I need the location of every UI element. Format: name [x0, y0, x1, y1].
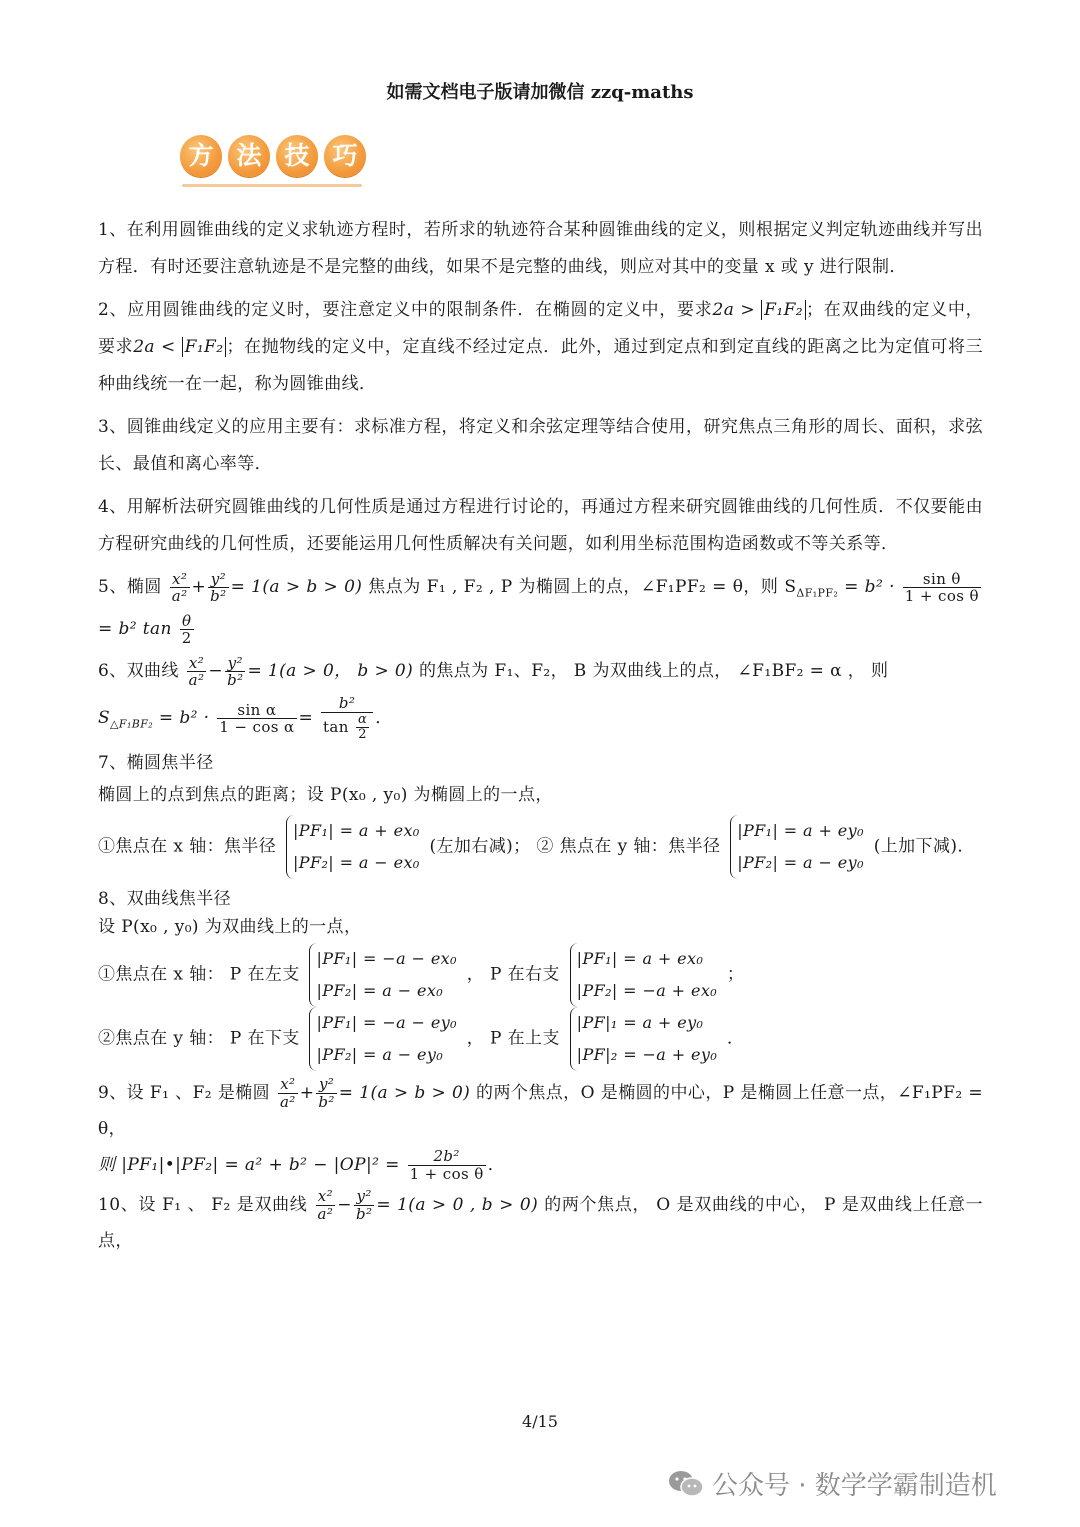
- fraction: $\frac{\text{x²}}{\text{a²}}$: [171, 569, 188, 605]
- item-8-x: ①焦点在 x 轴： P 在左支 |PF₁| = −a − ex₀ |PF₂| = a − ex₀ ， P 在右支 |PF₁| = a + ex₀ |PF₂| = −a + ex₀ ；: [98, 943, 983, 1007]
- item-2: 2、应用圆锥曲线的定义时，要注意定义中的限制条件．在椭圆的定义中，要求2a > F₁F₂ ；在双曲线的定义中，要求2a < F₁F₂ ；在抛物线的定义中，定直线不经过定点．此外，通过到定点和到定直线的距离之比为定值可将三种曲线统一在一起，称为圆锥曲线．: [98, 300, 983, 394]
- item-7-line: 椭圆上的点到焦点的距离；设 P(x₀ , y₀) 为椭圆上的一点，: [98, 784, 553, 805]
- item-9-formula: 则 |PF₁|•|PF₂| = a² + b² − |OP|² = $\frac{\text{2b²}}{\text{1 + cos θ}}$ ．: [98, 1147, 506, 1183]
- item-10: 10、设 F₁ 、 F₂ 是双曲线 $\frac{\text{x²}}{\text{a²}}$ − $\frac{\text{y²}}{\text{b²}}$ = 1(a > 0 , b > 0) 的两个焦点， O 是双曲线的中心， P 是双曲线上任意一点，: [98, 1187, 983, 1251]
- fraction: $\frac{\text{y²}}{\text{b²}}$: [227, 653, 244, 690]
- fraction: $\frac{\text{y²}}{\text{b²}}$: [210, 569, 227, 605]
- fraction: $\frac{\text{sin θ}}{\text{1 + cos θ}}$: [904, 569, 979, 605]
- watermark-text: 公众号 · 数学学霸制造机: [712, 1471, 997, 1501]
- fraction: $\frac{\text{y²}}{\text{b²}}$: [355, 1187, 373, 1223]
- page-number: 4/15: [522, 1412, 558, 1431]
- item-8-line: 设 P(x₀ , y₀) 为双曲线上的一点，: [98, 916, 362, 937]
- item-5: 5、椭圆 $\frac{\text{x²}}{\text{a²}}$ + $\frac{\text{y²}}{\text{b²}}$ = 1(a > b > 0) 焦点为 F₁ , F₂ , P 为椭圆上的点，∠F₁PF₂ = θ，则 $S_{\Delta F_1PF_2} = b^2$ · $\frac{\text{sin θ}}{\text{1 + cos θ}}$ = b² tan $\frac{\theta}{2}$: [98, 569, 979, 648]
- equation-system: |PF₁| = a + ex₀ |PF₂| = a − ex₀: [286, 815, 420, 879]
- item-9: 9、设 F₁ 、F₂ 是椭圆 $\frac{\text{x²}}{\text{a²}}$ + $\frac{\text{y²}}{\text{b²}}$ = 1(a > b > 0) 的两个焦点，O 是椭圆的中心，P 是椭圆上任意一点，∠F₁PF₂ = θ，: [98, 1075, 984, 1139]
- fraction: $\frac{\text{y²}}{\text{b²}}$: [318, 1075, 335, 1111]
- fraction: $\frac{\text{2b²}}{\text{1 + cos θ}}$: [409, 1147, 484, 1183]
- item-6-formula: $S_{\triangle F_1BF_2} = b^2$ · $\frac{\text{sin α}}{\text{1 − cos α}}$ = b² tan $\frac{\alpha}{2}$ ．: [98, 694, 393, 743]
- item-1: 1、在利用圆锥曲线的定义求轨迹方程时，若所求的轨迹符合某种圆锥曲线的定义，则根据定义判定轨迹曲线并写出方程．有时还要注意轨迹是不是完整的曲线，如果不是完整的曲线，则应对其中的变量 x 或 y 进行限制．: [98, 220, 983, 277]
- abs-f1f2: F₁F₂: [761, 300, 806, 320]
- watermark: [668, 1465, 997, 1502]
- equation-system: |PF₁| = a + ex₀ |PF₂| = −a + ex₀: [570, 943, 717, 1007]
- item-4: 4、用解析法研究圆锥曲线的几何性质是通过方程进行讨论的，再通过方程来研究圆锥曲线的几何性质．不仅要能由方程研究曲线的几何性质，还要能运用几何性质解决有关问题，如利用坐标范围构造函数或不等关系等．: [98, 497, 983, 554]
- fraction: $\frac{\theta}{2}$: [181, 611, 192, 648]
- badge-char: 技: [276, 135, 318, 177]
- fraction: $\frac{\text{sin α}}{\text{1 − cos α}}$: [219, 700, 295, 737]
- item-7-formula: ①焦点在 x 轴：焦半径 |PF₁| = a + ex₀ |PF₂| = a − ex₀ (左加右减)； ② 焦点在 y 轴：焦半径 |PF₁| = a + ey₀ |PF₂| = a − ey₀ (上加下减)．: [98, 815, 983, 879]
- badge-char: 巧: [324, 135, 366, 177]
- badge-char: 法: [228, 135, 270, 177]
- equation-system: |PF|₁ = a + ey₀ |PF|₂ = −a + ey₀: [570, 1007, 718, 1071]
- item-3: 3、圆锥曲线定义的应用主要有：求标准方程，将定义和余弦定理等结合使用，研究焦点三角形的周长、面积，求弦长、最值和离心率等．: [98, 417, 983, 474]
- content: [98, 212, 983, 1259]
- fraction: $\frac{\text{x²}}{\text{a²}}$: [317, 1187, 334, 1223]
- equation-system: |PF₁| = −a − ex₀ |PF₂| = a − ex₀: [309, 943, 456, 1007]
- fraction: $\frac{\text{x²}}{\text{a²}}$: [188, 653, 205, 690]
- fraction: b² tan $\frac{\alpha}{2}$: [321, 695, 373, 742]
- section-badge: [180, 135, 366, 177]
- item-8-y: ②焦点在 y 轴： P 在下支 |PF₁| = −a − ey₀ |PF₂| = a − ey₀ ， P 在上支 |PF|₁ = a + ey₀ |PF|₂ = −a + ey₀ ．: [98, 1007, 983, 1071]
- badge-char: 方: [180, 135, 222, 177]
- wechat-icon: [668, 1469, 704, 1499]
- fraction: $\frac{\text{x²}}{\text{a²}}$: [279, 1075, 296, 1111]
- item-8-title: 8、双曲线焦半径: [98, 888, 232, 909]
- abs-f1f2: F₁F₂: [182, 337, 227, 357]
- equation-system: |PF₁| = a + ey₀ |PF₂| = a − ey₀: [730, 815, 864, 879]
- equation-system: |PF₁| = −a − ey₀ |PF₂| = a − ey₀: [309, 1007, 457, 1071]
- page-header: 如需文档电子版请加微信 zzq-maths: [386, 82, 694, 103]
- item-6: 6、双曲线 $\frac{\text{x²}}{\text{a²}}$ − $\frac{\text{y²}}{\text{b²}}$ = 1(a > 0， b > 0) 的焦点为 F₁、F₂， B 为双曲线上的点， ∠F₁BF₂ = α ， 则: [98, 653, 889, 690]
- item-7-title: 7、椭圆焦半径: [98, 752, 214, 773]
- badge-underline: [182, 184, 362, 187]
